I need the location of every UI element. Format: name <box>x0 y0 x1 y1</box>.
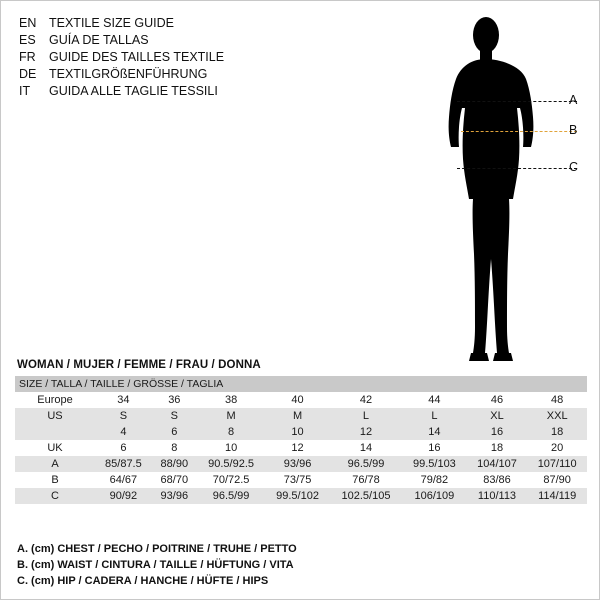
cell: 20 <box>551 442 564 454</box>
row-label: B <box>51 474 59 486</box>
language-row <box>19 66 319 83</box>
language-code: DE <box>19 67 37 81</box>
cell: 12 <box>359 426 373 438</box>
cell: 70/72.5 <box>212 474 250 486</box>
cell: 85/87.5 <box>105 458 142 470</box>
language-code: IT <box>19 84 31 98</box>
language-title: GUIDE DES TAILLES TEXTILE <box>49 50 225 64</box>
cell: 18 <box>551 426 564 438</box>
language-title: TEXTILE SIZE GUIDE <box>49 16 175 30</box>
language-title: GUIDA ALLE TAGLIE TESSILI <box>49 84 218 98</box>
cell: 90.5/92.5 <box>208 458 255 470</box>
cell: 6 <box>120 442 127 454</box>
cell: 99.5/102 <box>276 490 319 502</box>
row-label: Europe <box>37 394 73 406</box>
measure-label-b: B <box>569 123 578 137</box>
cell: 8 <box>228 426 235 438</box>
cell: 4 <box>120 426 127 438</box>
cell: 68/70 <box>160 474 189 486</box>
language-code: ES <box>19 33 36 47</box>
row-label: C <box>51 490 59 502</box>
row-label <box>15 424 95 440</box>
cell: M <box>292 410 303 422</box>
table-row <box>15 392 587 408</box>
cell: 106/109 <box>414 490 455 502</box>
cell: 88/90 <box>160 458 189 470</box>
table-header-label: SIZE / TALLA / TAILLE / GRÖSSE / TAGLIA <box>19 378 224 390</box>
cell: 104/107 <box>477 458 517 470</box>
cell: 99.5/103 <box>412 458 456 470</box>
cell: 44 <box>428 394 441 406</box>
cell: 18 <box>490 442 504 454</box>
language-row <box>19 15 319 32</box>
cell: 16 <box>428 442 441 454</box>
cell: 46 <box>490 394 504 406</box>
cell: 6 <box>171 426 178 438</box>
cell: 10 <box>291 426 304 438</box>
cell: M <box>226 410 236 422</box>
table-row <box>15 488 587 504</box>
table-row <box>15 424 587 440</box>
cell: 42 <box>359 394 373 406</box>
cell: S <box>119 410 128 422</box>
language-title: TEXTILGRÖßENFÜHRUNG <box>49 67 208 81</box>
cell: 14 <box>359 442 373 454</box>
table-row <box>15 408 587 424</box>
cell: 90/92 <box>109 490 138 502</box>
language-row <box>19 49 319 66</box>
cell: 34 <box>117 394 130 406</box>
cell: 87/90 <box>543 474 571 486</box>
cell: 73/75 <box>283 474 312 486</box>
table-group-title: WOMAN / MUJER / FEMME / FRAU / DONNA <box>17 359 261 371</box>
note-hip: C. (cm) HIP / CADERA / HANCHE / HÜFTE / HIPS <box>17 575 269 587</box>
table-row <box>15 472 587 488</box>
cell: 10 <box>224 442 238 454</box>
cell: 16 <box>490 426 504 438</box>
cell: 14 <box>428 426 441 438</box>
size-table-block <box>15 359 587 504</box>
language-row <box>19 83 319 100</box>
cell: 107/110 <box>537 458 577 470</box>
row-label: A <box>51 458 59 470</box>
cell: 96.5/99 <box>212 490 250 502</box>
cell: XL <box>490 410 504 422</box>
cell: 8 <box>171 442 178 454</box>
note-waist: B. (cm) WAIST / CINTURA / TAILLE / HÜFTUNG / VITA <box>17 559 294 571</box>
cell: L <box>362 410 370 422</box>
measurement-notes <box>17 541 577 589</box>
cell: 40 <box>291 394 304 406</box>
measure-line-b <box>461 131 577 132</box>
cell: 48 <box>551 394 564 406</box>
size-table <box>15 376 587 504</box>
cell: 96.5/99 <box>347 458 385 470</box>
language-code: EN <box>19 16 37 30</box>
table-row <box>15 440 587 456</box>
cell: XXL <box>546 410 568 422</box>
cell: 36 <box>168 394 181 406</box>
cell: 76/78 <box>352 474 380 486</box>
cell: 79/82 <box>420 474 449 486</box>
language-list <box>19 15 319 100</box>
measure-line-a <box>457 101 577 102</box>
table-row <box>15 456 587 472</box>
measure-label-c: C <box>569 160 579 174</box>
cell: 83/86 <box>483 474 511 486</box>
language-title: GUÍA DE TALLAS <box>49 33 149 47</box>
cell: 38 <box>224 394 238 406</box>
woman-silhouette-icon <box>411 9 591 369</box>
cell: 64/67 <box>109 474 138 486</box>
language-code: FR <box>19 50 36 64</box>
cell: 12 <box>291 442 304 454</box>
row-label: UK <box>47 442 63 454</box>
cell: 93/96 <box>283 458 312 470</box>
row-label: US <box>47 410 63 422</box>
cell: L <box>431 410 438 422</box>
cell: 110/113 <box>477 490 517 502</box>
measure-label-a: A <box>569 93 578 107</box>
measure-line-c <box>457 168 577 169</box>
language-row <box>19 32 319 49</box>
body-figure <box>411 9 591 369</box>
cell: 93/96 <box>160 490 189 502</box>
table-header-row <box>15 376 587 392</box>
cell: 102.5/105 <box>341 490 391 502</box>
note-chest: A. (cm) CHEST / PECHO / POITRINE / TRUHE / PETTO <box>17 543 297 555</box>
cell: 114/119 <box>538 490 577 502</box>
cell: S <box>170 410 178 422</box>
